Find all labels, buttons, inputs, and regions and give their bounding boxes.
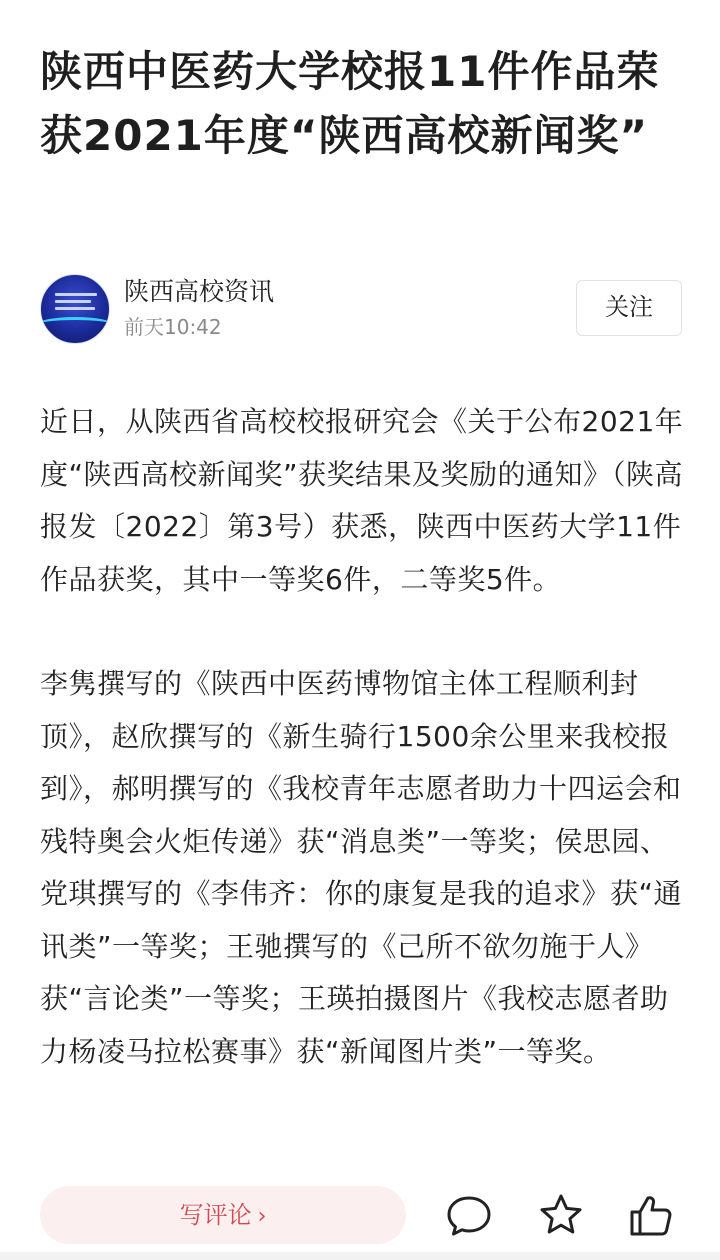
paragraph: 李隽撰写的《陕西中医药博物馆主体工程顺利封顶》，赵欣撰写的《新生骑行1500余公里来我校报到》，郝明撰写的《我校青年志愿者助力十四运会和残特奥会火炬传递》获“消息类”一等奖；侯思园、党琪撰写的《李伟齐：你的康复是我的追求》获“通讯类”一等奖；王驰撰写的《己所不欲勿施于人》获“言论类”一等奖；王瑛拍摄图片《我校志愿者助力杨凌马拉松赛事》获“新闻图片类”一等奖。 [40, 667, 683, 1068]
paragraph: 近日，从陕西省高校校报研究会《关于公布2021年度“陕西高校新闻奖”获奖结果及奖励的通知》（陕高报发〔2022〕第3号）获悉，陕西中医药大学11件作品获奖，其中一等奖6件，二等奖5件。 [40, 405, 684, 596]
star-icon[interactable] [536, 1190, 586, 1240]
publisher-avatar[interactable] [40, 274, 110, 344]
post-time: 前天10:42 [124, 315, 222, 339]
avatar-logo-text-line [55, 307, 95, 310]
avatar-wave-graphic [40, 317, 110, 333]
avatar-logo-text-line [55, 293, 97, 296]
write-comment-button[interactable] [40, 1186, 406, 1244]
author-name[interactable]: 陕西高校资讯 [124, 277, 275, 306]
bottom-action-bar [0, 1180, 720, 1260]
article-title: 陕西中医药大学校报11件作品荣获2021年度“陕西高校新闻奖” [40, 47, 660, 160]
write-comment-label: 写评论 [179, 1201, 252, 1229]
article-body [40, 396, 688, 1130]
author-row [40, 272, 682, 348]
avatar-logo-text-line [55, 300, 91, 303]
follow-button[interactable]: 关注 [576, 280, 682, 336]
home-indicator-bar [0, 1252, 720, 1260]
comment-icon[interactable] [444, 1190, 494, 1240]
chevron-right-icon: › [257, 1204, 267, 1229]
thumbs-up-icon[interactable] [626, 1190, 676, 1240]
